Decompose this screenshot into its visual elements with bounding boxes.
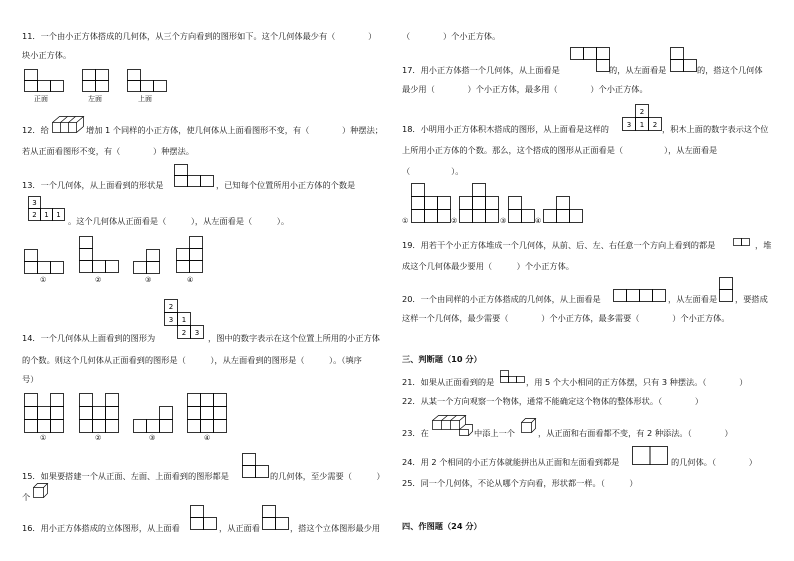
q14-option-3 bbox=[133, 406, 175, 433]
q14-option-1 bbox=[24, 393, 66, 433]
q12-line1: 增加 1 个同样的小正方体，使几何体从上面看图形不变，有（ ）种摆法； bbox=[86, 125, 383, 135]
q23-text-a: 23．在 bbox=[402, 428, 429, 438]
q21-front-shape bbox=[500, 370, 526, 384]
q14-option-2 bbox=[79, 393, 121, 433]
q23-text-b: 中添上一个 bbox=[474, 428, 515, 438]
q18-option-label: ④ bbox=[535, 217, 542, 225]
q14-option-label: ① bbox=[40, 434, 47, 442]
q18-option-label: ① bbox=[402, 217, 409, 225]
q14-grid-cell: 3 bbox=[194, 329, 200, 337]
q17-line2: 最少用（ ）个小正方体，最多用（ ）个小正方体。 bbox=[402, 84, 648, 94]
q11-label-left: 左面 bbox=[88, 95, 102, 103]
q13-option-4 bbox=[176, 236, 204, 275]
q18-line3: （ ）。 bbox=[402, 166, 464, 176]
q16-continued: （ ）个小正方体。 bbox=[402, 31, 501, 41]
q13-grid-cell: 1 bbox=[56, 211, 61, 219]
q18-grid-cell: 1 bbox=[639, 121, 645, 129]
q22-text: 22．从某一个方向观察一个物体，通常不能确定这个物体的整体形状。（ ） bbox=[402, 396, 704, 406]
q13-top-shape bbox=[174, 164, 214, 188]
q20-line2: 这样一个几何体，最少需要（ ）个小正方体，最多需要（ ）个小正方体。 bbox=[402, 313, 730, 323]
q16-line1c: ，搭这个立体图形最少用 bbox=[290, 523, 381, 533]
q12-line2: 若从正面看图形不变，有（ ）种摆法。 bbox=[22, 146, 194, 156]
q19-line1a: 19．用若干个小正方体堆成一个几何体，从前、后、左、右任意一个方向上看到的都是 bbox=[402, 240, 716, 250]
q17-line1b: 的，从左面看是 bbox=[609, 65, 667, 75]
q20-line1b: ，从左面看是 bbox=[668, 294, 718, 304]
q17-left-shape bbox=[670, 47, 698, 73]
q17-line1a: 17．用小正方体搭一个几何体，从上面看是 bbox=[402, 65, 560, 75]
q14-line3: 号） bbox=[22, 374, 39, 384]
q14-option-label: ④ bbox=[204, 434, 211, 442]
q18-grid-cell: 2 bbox=[652, 121, 658, 129]
q11-line2: 块小正方体。 bbox=[22, 50, 72, 60]
q11-line1: 11．一个由小正方体搭成的几何体，从三个方向看到的图形如下。这个几何体最少有（ ） bbox=[22, 31, 377, 41]
q21-text-b: ，用 5 个大小相同的正方体摆，只有 3 种摆法。（ ） bbox=[526, 377, 748, 387]
q20-left-shape bbox=[719, 277, 734, 303]
q24-view-shape bbox=[632, 446, 670, 466]
q13-option-label: ② bbox=[95, 276, 102, 284]
q12-pre: 12．给 bbox=[22, 125, 49, 135]
q21-text-a: 21．如果从正面看到的是 bbox=[402, 377, 495, 387]
q23-text-c: ，从正面和右面看都不变，有 2 种添法。（ ） bbox=[538, 428, 733, 438]
q18-line1b: ，积木上面的数字表示这个位 bbox=[662, 124, 769, 134]
q14-line1b: ，图中的数字表示在这个位置上所用的小正方体 bbox=[208, 333, 380, 343]
q16-line1b: ，从正面看 bbox=[219, 523, 260, 533]
section3-title: 三、判断题（10 分） bbox=[402, 354, 482, 364]
q15-line1b: 的几何体，至少需要（ ） bbox=[270, 471, 385, 481]
q13-number-grid bbox=[28, 196, 68, 222]
q13-line2: 。这个几何体从正面看是（ ），从左面看是（ ）。 bbox=[68, 216, 290, 226]
q25-text: 25．同一个几何体，不论从哪个方向看，形状都一样。（ ） bbox=[402, 478, 638, 488]
q12-cube-stack bbox=[52, 114, 86, 134]
q14-grid-cell: 2 bbox=[168, 303, 174, 311]
q13-line1a: 13．一个几何体，从上面看到的形状是 bbox=[22, 180, 164, 190]
cube-icon bbox=[521, 418, 537, 434]
cube-icon bbox=[33, 483, 49, 499]
q14-option-4 bbox=[187, 393, 229, 433]
q17-line1c: 的，搭这个几何体 bbox=[697, 65, 763, 75]
q18-grid-cell: 2 bbox=[639, 108, 645, 116]
q19-view-shape bbox=[733, 235, 753, 247]
q23-cube-group bbox=[432, 413, 474, 437]
q13-option-label: ④ bbox=[187, 276, 194, 284]
q18-option-label: ② bbox=[451, 217, 458, 225]
q14-grid-cell: 2 bbox=[181, 329, 187, 337]
q18-option-4 bbox=[543, 196, 585, 224]
q20-top-shape bbox=[613, 289, 667, 303]
q20-line1c: ，要搭成 bbox=[735, 294, 768, 304]
q13-grid-cell: 2 bbox=[32, 211, 37, 219]
q17-top-shape bbox=[570, 47, 610, 73]
q13-option-3 bbox=[133, 249, 161, 275]
q14-line1a: 14．一个几何体从上面看到的图形为 bbox=[22, 333, 156, 343]
q24-text-a: 24．用 2 个相同的小正方体就能拼出从正面和左面看到都是 bbox=[402, 457, 620, 467]
q11-top-view bbox=[127, 69, 167, 93]
q19-line2: 成这个几何体最少要用（ ）个小正方体。 bbox=[402, 261, 574, 271]
q13-option-1 bbox=[24, 249, 64, 275]
q11-left-view bbox=[82, 69, 110, 93]
q16-top-shape bbox=[190, 505, 218, 531]
q16-front-shape bbox=[262, 505, 290, 531]
q18-number-grid bbox=[622, 104, 662, 132]
q18-grid-cell: 3 bbox=[626, 121, 632, 129]
q14-option-label: ③ bbox=[149, 434, 156, 442]
q24-text-b: 的几何体。（ ） bbox=[671, 457, 757, 467]
q15-line2: 个 bbox=[22, 492, 31, 502]
q16-line1a: 16．用小正方体搭成的立体图形，从上面看 bbox=[22, 523, 180, 533]
q13-grid-cell: 3 bbox=[32, 199, 37, 207]
q14-line2: 的个数。则这个几何体从正面看到的图形是（ ），从左面看到的图形是（ ）。（填序 bbox=[22, 355, 362, 365]
q15-line1a: 15．如果要搭建一个从正面、左面、上面看到的图形都是 bbox=[22, 471, 229, 481]
q15-view-shape bbox=[242, 453, 270, 479]
q13-line1b: ，已知每个位置所用小正方体的个数是 bbox=[216, 180, 356, 190]
q14-number-grid bbox=[164, 299, 206, 339]
q11-label-front: 正面 bbox=[34, 95, 48, 103]
q13-option-2 bbox=[79, 236, 119, 275]
q18-option-1 bbox=[411, 183, 453, 224]
q20-line1a: 20．一个由同样的小正方体搭成的几何体，从上面看是 bbox=[402, 294, 601, 304]
q18-line2: 上所用小正方体的个数。那么，这个搭成的图形从正面看是（ ），从左面看是 bbox=[402, 145, 718, 155]
q18-option-label: ③ bbox=[500, 217, 507, 225]
q18-line1a: 18．小明用小正方体积木搭成的图形，从上面看是这样的 bbox=[402, 124, 609, 134]
q19-line1b: ，堆 bbox=[755, 240, 772, 250]
q14-grid-cell: 3 bbox=[168, 316, 174, 324]
q11-front-view bbox=[24, 69, 64, 93]
q13-grid-cell: 1 bbox=[44, 211, 49, 219]
q18-option-2 bbox=[459, 183, 501, 224]
q14-grid-cell: 1 bbox=[181, 316, 187, 324]
q11-label-top: 上面 bbox=[138, 95, 152, 103]
q18-option-3 bbox=[508, 196, 538, 224]
q13-option-label: ③ bbox=[145, 276, 152, 284]
q14-option-label: ② bbox=[95, 434, 102, 442]
q13-option-label: ① bbox=[40, 276, 47, 284]
section4-title: 四、作图题（24 分） bbox=[402, 521, 482, 531]
